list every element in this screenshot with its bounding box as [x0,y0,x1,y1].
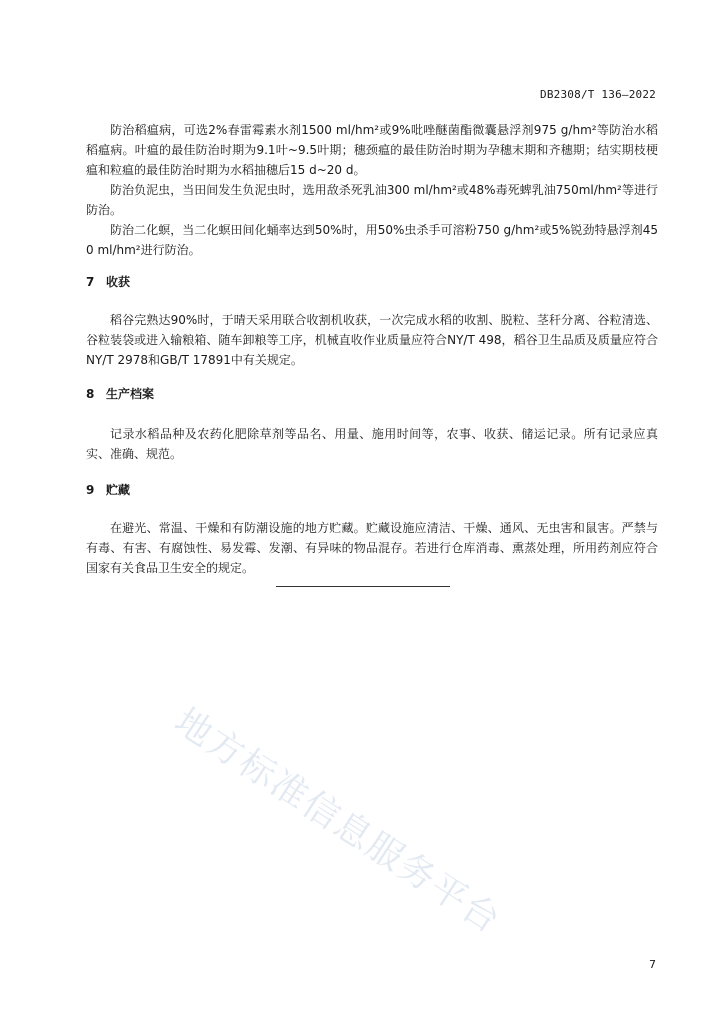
section-title: 贮藏 [106,483,131,497]
section-number: 8 [86,387,95,401]
paragraph-records: 记录水稻品种及农药化肥除草剂等品名、用量、施用时间等，农事、收获、储运记录。所有记录应真实、准确、规范。 [86,427,658,461]
section-heading-harvest [86,272,130,292]
paragraph-stem-borer: 防治二化螟，当二化螟田间化蛹率达到50%时，用50%虫杀手可溶粉750 g/hm²或5%锐劲特悬浮剂450 ml/hm²进行防治。 [86,223,658,257]
section-title: 生产档案 [106,387,155,401]
paragraph-storage: 在避光、常温、干燥和有防潮设施的地方贮藏。贮藏设施应清洁、干燥、通风、无虫害和鼠害。严禁与有毒、有害、有腐蚀性、易发霉、发潮、有异味的物品混存。若进行仓库消毒、熏蒸处理，所用药剂应符合国家有关食品卫生安全的规定。 [86,521,658,575]
section-heading-storage [86,480,130,500]
paragraph-rice-blast: 防治稻瘟病，可选2%春雷霉素水剂1500 ml/hm²或9%吡唑醚菌酯微囊悬浮剂975 g/hm²等防治水稻稻瘟病。叶瘟的最佳防治时期为9.1叶~9.5叶期；穗颈瘟的最佳防治时期为孕穗末期和齐穗期；结实期枝梗瘟和粒瘟的最佳防治时期为水稻抽穗后15 d~20 d。 [86,123,658,177]
paragraph-leaf-beetle: 防治负泥虫，当田间发生负泥虫时，选用敌杀死乳油300 ml/hm²或48%毒死蜱乳油750ml/hm²等进行防治。 [86,183,658,217]
watermark-text: 地方标准信息服务平台 [167,700,509,943]
section-title: 收获 [106,275,131,289]
page-number: 7 [649,958,656,971]
section-heading-records [86,384,154,404]
document-code: DB2308/T 136—2022 [540,88,656,101]
paragraph-harvest: 稻谷完熟达90%时，于晴天采用联合收割机收获，一次完成水稻的收割、脱粒、茎秆分离、谷粒清选、谷粒装袋或进入输粮箱、随车卸粮等工序，机械直收作业质量应符合NY/T 498，稻谷卫生品质及质量应符合NY/T 2978和GB/T 17891中有关规定。 [86,313,658,367]
section-number: 7 [86,275,95,289]
end-of-text-rule [276,586,450,587]
section-number: 9 [86,483,95,497]
